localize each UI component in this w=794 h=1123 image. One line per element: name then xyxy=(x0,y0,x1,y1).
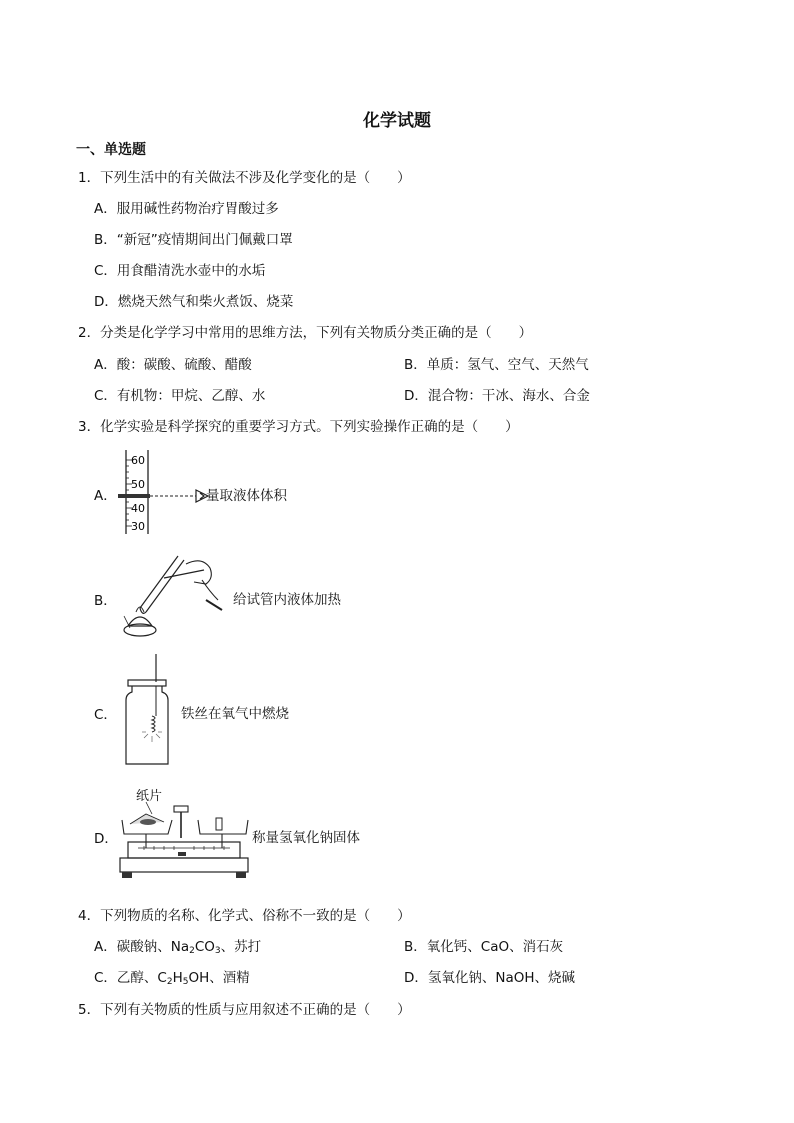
question-1-option-c: C．用食醋清洗水壶中的水垢 xyxy=(94,263,266,279)
question-4-option-c: C．乙醇、$C_2H_5OH$、酒精 xyxy=(94,970,250,987)
question-3-label-a: A． xyxy=(94,488,117,504)
question-2-option-c: C．有机物：甲烷、乙醇、水 xyxy=(94,388,266,404)
question-3-caption-b: 给试管内液体加热 xyxy=(233,592,341,608)
question-1-stem: 1．下列生活中的有关做法不涉及化学变化的是（ ） xyxy=(78,170,411,186)
question-3-label-c: C． xyxy=(94,707,117,723)
question-2-option-d: D．混合物：干冰、海水、合金 xyxy=(404,388,590,404)
question-4-option-d: D．氢氧化钠、NaOH、烧碱 xyxy=(404,970,576,986)
cylinder-tick-50: 50 xyxy=(131,478,145,491)
question-2-option-a: A．酸：碳酸、硫酸、醋酸 xyxy=(94,357,252,373)
question-3-stem: 3．化学实验是科学探究的重要学习方式。下列实验操作正确的是（ ） xyxy=(78,419,519,435)
question-3-caption-d: 称量氢氧化钠固体 xyxy=(252,830,360,846)
question-3-label-b: B． xyxy=(94,593,117,609)
paper-label: 纸片 xyxy=(136,789,163,804)
question-1-option-b: B．“新冠”疫情期间出门佩戴口罩 xyxy=(94,232,293,248)
question-3-label-d: D． xyxy=(94,831,118,847)
graduated-cylinder-figure xyxy=(118,450,218,536)
question-4-stem: 4．下列物质的名称、化学式、俗称不一致的是（ ） xyxy=(78,908,411,924)
balance-figure xyxy=(118,802,258,882)
cylinder-tick-30: 30 xyxy=(131,520,145,533)
question-1-option-a: A．服用碱性药物治疗胃酸过多 xyxy=(94,201,279,217)
question-2-stem: 2．分类是化学学习中常用的思维方法，下列有关物质分类正确的是（ ） xyxy=(78,325,533,341)
question-3-caption-c: 铁丝在氧气中燃烧 xyxy=(181,706,289,722)
cylinder-tick-40: 40 xyxy=(131,502,145,515)
test-tube-heating-figure xyxy=(118,548,228,640)
gas-jar-figure xyxy=(122,654,172,766)
question-4-option-b: B．氧化钙、CaO、消石灰 xyxy=(404,939,564,955)
question-1-option-d: D．燃烧天然气和柴火煮饭、烧菜 xyxy=(94,294,294,310)
question-2-option-b: B．单质：氢气、空气、天然气 xyxy=(404,357,589,373)
page-title: 化学试题 xyxy=(363,111,431,131)
question-5-stem: 5．下列有关物质的性质与应用叙述不正确的是（ ） xyxy=(78,1002,411,1018)
question-3-caption-a: 量取液体体积 xyxy=(206,488,287,504)
cylinder-tick-60: 60 xyxy=(131,454,145,467)
question-4-option-a: A．碳酸钠、$Na_2CO_3$、苏打 xyxy=(94,939,262,956)
section-heading: 一、单选题 xyxy=(76,142,146,158)
